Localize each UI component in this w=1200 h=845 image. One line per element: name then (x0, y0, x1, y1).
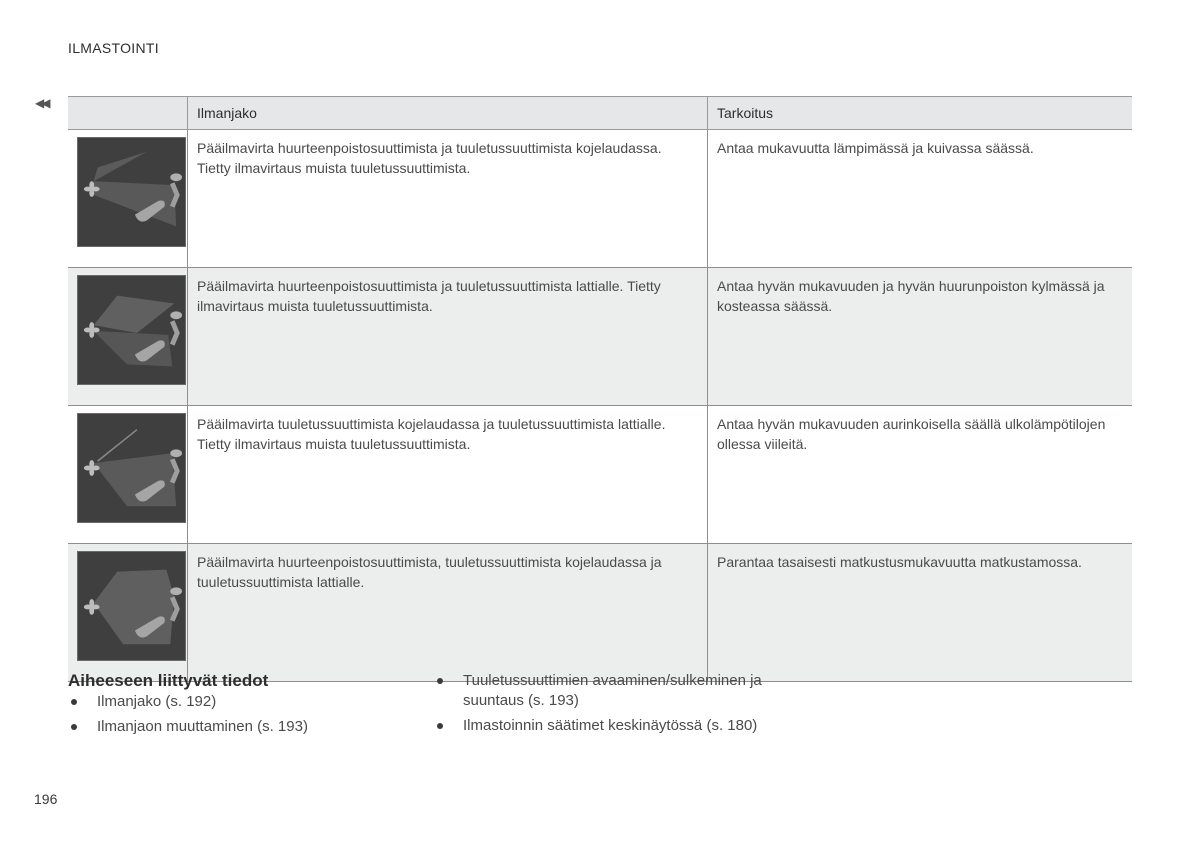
column-header-image (68, 97, 188, 130)
table-row (68, 268, 1132, 406)
related-link[interactable]: Ilmanjaon muuttaminen (s. 193) (68, 717, 308, 737)
distribution-text: Pääilmavirta huurteenpoistosuuttimista, tuuletussuuttimista kojelaudassa ja tuuletussuuttimista lattialle. (188, 544, 708, 682)
purpose-text: Antaa hyvän mukavuuden ja hyvän huurunpoiston kylmässä ja kosteassa säässä. (708, 268, 1133, 406)
air-distribution-table (68, 96, 1132, 682)
section-title: ILMASTOINTI (68, 40, 159, 56)
related-link[interactable]: Tuuletussuuttimien avaaminen/sulkeminen ja suuntaus (s. 193) (434, 671, 814, 711)
airflow-dashboard-floor-icon (77, 413, 186, 523)
table-row (68, 544, 1132, 682)
related-info-heading: Aiheeseen liittyvät tiedot (68, 671, 269, 690)
purpose-text: Parantaa tasaisesti matkustusmukavuutta matkustamossa. (708, 544, 1133, 682)
airflow-dashboard-defroster-icon (77, 137, 186, 247)
related-link[interactable]: Ilmanjako (s. 192) (68, 692, 308, 712)
table-header-row (68, 97, 1132, 130)
page-number: 196 (34, 791, 58, 807)
table-row (68, 406, 1132, 544)
table-row (68, 130, 1132, 268)
column-header-purpose: Tarkoitus (708, 97, 1133, 130)
related-links-right (434, 671, 814, 741)
related-link[interactable]: Ilmastoinnin säätimet keskinäytössä (s. 180) (434, 716, 814, 736)
airflow-all-vents-icon (77, 551, 186, 661)
related-links-left (68, 692, 308, 742)
distribution-text: Pääilmavirta huurteenpoistosuuttimista ja tuuletussuuttimista kojelaudassa. Tietty ilmavirtaus muista tuuletussuuttimista. (188, 130, 708, 268)
column-header-distribution: Ilmanjako (188, 97, 708, 130)
double-left-arrow-icon[interactable]: ◀◀ (35, 96, 48, 110)
distribution-text: Pääilmavirta huurteenpoistosuuttimista ja tuuletussuuttimista lattialle. Tietty ilmavirtaus muista tuuletussuuttimista. (188, 268, 708, 406)
purpose-text: Antaa hyvän mukavuuden aurinkoisella säällä ulkolämpötilojen ollessa viileitä. (708, 406, 1133, 544)
purpose-text: Antaa mukavuutta lämpimässä ja kuivassa säässä. (708, 130, 1133, 268)
distribution-text: Pääilmavirta tuuletussuuttimista kojelaudassa ja tuuletussuuttimista lattialle. Tietty ilmavirtaus muista tuuletussuuttimista. (188, 406, 708, 544)
airflow-defroster-floor-icon (77, 275, 186, 385)
